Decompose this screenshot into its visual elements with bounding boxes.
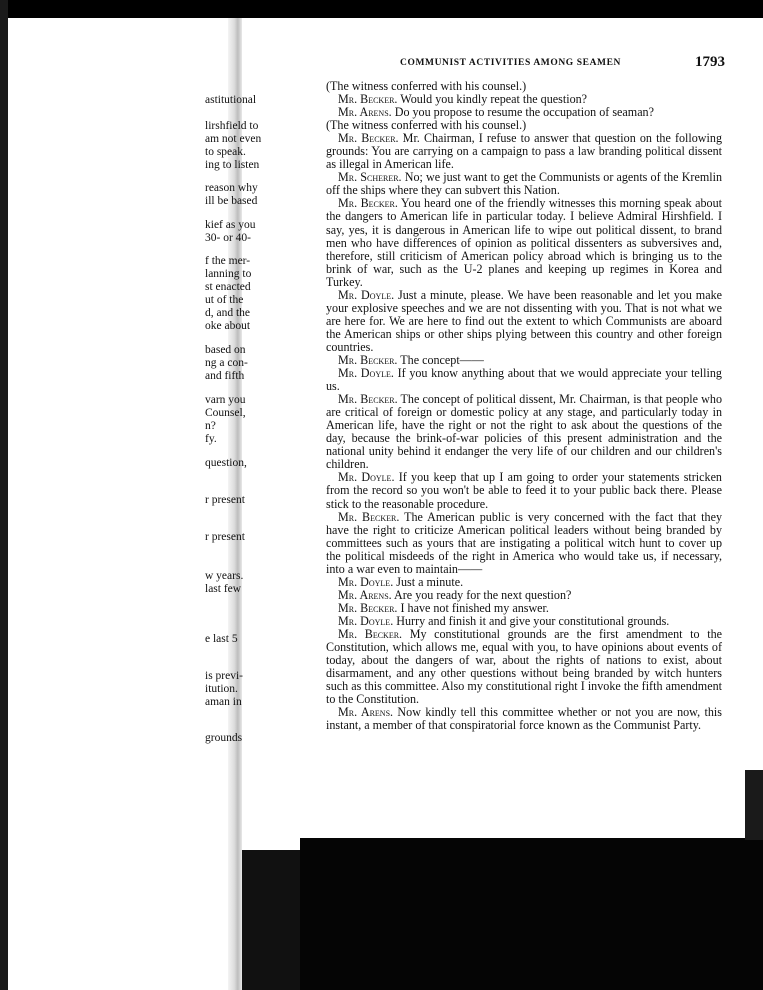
- paragraph-text: The concept——: [397, 352, 484, 367]
- left-page-fragment: 30- or 40-: [205, 232, 251, 244]
- paragraph-text: Just a minute.: [393, 574, 464, 589]
- speaker-name: Mr. Arens.: [338, 705, 394, 720]
- paragraph-text: Do you propose to resume the occupation of seaman?: [391, 105, 654, 120]
- testimony-paragraph: [326, 132, 722, 171]
- left-page-fragment: ill be based: [205, 195, 258, 207]
- speaker-name: Mr. Doyle.: [338, 613, 394, 628]
- left-page-fragment: last few: [205, 583, 242, 595]
- left-page-fragment: am not even: [205, 133, 262, 145]
- paragraph-text: I have not finished my answer.: [397, 600, 549, 615]
- left-page-margin: [205, 80, 275, 780]
- paragraph-text: Are you ready for the next question?: [391, 587, 572, 602]
- speaker-name: Mr. Becker.: [338, 196, 398, 211]
- paragraph-text: Would you kindly repeat the question?: [397, 92, 588, 107]
- testimony-paragraph: [326, 628, 722, 706]
- paragraph-text: Hurry and finish it and give your constitutional grounds.: [393, 613, 670, 628]
- left-page-fragment: is previ-: [205, 670, 244, 682]
- left-page-fragment: aman in: [205, 696, 242, 708]
- speaker-name: Mr. Becker.: [338, 509, 400, 524]
- paragraph-text: My constitutional grounds are the first amendment to the Constitution, which allows me, equal with you, to have opinions about events of today, about the dangers of war, about the rights of nations to exist, about disarmament, and any other questions without being branded by witch hunters such as this committee. Also my constitutional right I invoke the fifth amendment to the Constitution.: [326, 626, 722, 707]
- testimony-body: [326, 80, 722, 732]
- speaker-name: Mr. Arens.: [338, 105, 392, 120]
- left-page-fragment: reason why: [205, 182, 258, 194]
- speaker-name: Mr. Becker.: [338, 352, 398, 367]
- paragraph-text: If you know anything about that we would appreciate your telling us.: [326, 366, 722, 394]
- left-page-fragment: Counsel,: [205, 407, 246, 419]
- left-page-fragment: st enacted: [205, 281, 251, 293]
- left-page-fragment: r present: [205, 531, 245, 543]
- speaker-name: Mr. Becker.: [338, 600, 398, 615]
- speaker-name: Mr. Becker.: [338, 92, 398, 107]
- page-header: [400, 56, 725, 74]
- left-page-fragment: n?: [205, 420, 216, 432]
- scan-edge-right: [745, 770, 763, 840]
- speaker-name: Mr. Doyle.: [338, 574, 394, 589]
- paragraph-text: The American public is very concerned with the fact that they have the right to criticize American political leaders without being branded by committees such as yours that are instigating a political witch hunt to cover up the political misdeeds of the right in America who would take us, if necessary, into a war even to maintain——: [326, 509, 722, 576]
- left-page-fragment: d, and the: [205, 307, 251, 319]
- speaker-name: Mr. Scherer.: [338, 170, 402, 185]
- scan-shadow-bottom: [300, 838, 763, 990]
- left-page-fragment: itution.: [205, 683, 238, 695]
- left-page-fragment: and fifth: [205, 370, 245, 382]
- left-page-fragment: ng a con-: [205, 357, 248, 369]
- left-page-fragment: kief as you: [205, 219, 256, 231]
- paragraph-text: (The witness conferred with his counsel.): [326, 79, 527, 93]
- running-title: COMMUNIST ACTIVITIES AMONG SEAMEN: [400, 58, 622, 68]
- paragraph-text: Just a minute, please. We have been reasonable and let you make your explosive speeches and we are not dissenting with you. That is not what we are here for. We are here to find out the extent to which Communists are aboard the American ships or other ships plying between this country and other foreign countries.: [326, 287, 722, 354]
- paragraph-text: If you keep that up I am going to order your statements stricken from the record so you won't be able to feed it to your public back there. Please stick to the reasonable procedure.: [326, 470, 722, 511]
- speaker-name: Mr. Doyle.: [338, 366, 394, 381]
- speaker-name: Mr. Becker.: [338, 392, 398, 407]
- paragraph-text: (The witness conferred with his counsel.): [326, 118, 527, 133]
- left-page-fragment: grounds: [205, 732, 243, 744]
- speaker-name: Mr. Arens.: [338, 587, 392, 602]
- left-page-fragment: varn you: [205, 394, 246, 406]
- paragraph-text: Now kindly tell this committee whether or not you are now, this instant, a member of that conspiratorial force known as the Communist Party.: [326, 705, 722, 733]
- paragraph-text: You heard one of the friendly witnesses this morning speak about the dangers to American life in particular today. I believe Admiral Hirshfield. I say, yes, it is dangerous in American life to wipe out political dissent, to brand men who have differences of opinion as political dissenters as subversives and, therefore, still criticism of American policy abroad which is bringing us to the brink of war, such as the U-2 planes and keeping up regimes in Korea and Turkey.: [326, 196, 722, 289]
- left-page-fragment: oke about: [205, 320, 251, 332]
- left-page-fragment: lanning to: [205, 268, 252, 280]
- speaker-name: Mr. Becker.: [338, 626, 403, 641]
- testimony-paragraph: [326, 289, 722, 354]
- left-page-fragment: ut of the: [205, 294, 244, 306]
- scan-shadow-left: [242, 850, 302, 990]
- left-page-fragment: to speak.: [205, 146, 246, 158]
- testimony-paragraph: [326, 171, 722, 197]
- speaker-name: Mr. Doyle.: [338, 287, 395, 302]
- testimony-paragraph: [326, 393, 722, 471]
- left-page-fragment: based on: [205, 344, 246, 356]
- left-page-fragment: fy.: [205, 433, 217, 445]
- testimony-paragraph: [326, 197, 722, 288]
- paragraph-text: No; we just want to get the Communists or agents of the Kremlin off the ships where they can subvert this Nation.: [326, 170, 722, 198]
- testimony-paragraph: [326, 367, 722, 393]
- speaker-name: Mr. Becker.: [338, 131, 399, 146]
- left-page-fragment: astitutional: [205, 94, 257, 106]
- left-page-fragment: question,: [205, 457, 247, 469]
- testimony-paragraph: [326, 511, 722, 576]
- left-page-fragment: ing to listen: [205, 159, 260, 171]
- left-page-fragment: lirshfield to: [205, 120, 259, 132]
- testimony-paragraph: [326, 706, 722, 732]
- scan-border-left: [0, 0, 8, 990]
- left-page-fragment: r present: [205, 494, 245, 506]
- paragraph-text: Mr. Chairman, I refuse to answer that question on the following grounds: You are carrying on a campaign to pass a law branding political dissent as illegal in American life.: [326, 131, 722, 172]
- left-page-fragment: f the mer-: [205, 255, 251, 267]
- scan-border-top: [0, 0, 763, 18]
- left-page-fragment: w years.: [205, 570, 244, 582]
- page-number: 1793: [695, 54, 725, 70]
- speaker-name: Mr. Doyle.: [338, 470, 395, 485]
- paragraph-text: The concept of political dissent, Mr. Chairman, is that people who are critical of foreign or domestic policy at any stage, and particularly today in American life, have the right or not the right to ask about the questions of the day, because the brink-of-war policies of this present administration and the national unity behind it endanger the very life of our children and our children's children.: [326, 392, 722, 472]
- left-page-fragment: e last 5: [205, 633, 238, 645]
- testimony-paragraph: [326, 471, 722, 510]
